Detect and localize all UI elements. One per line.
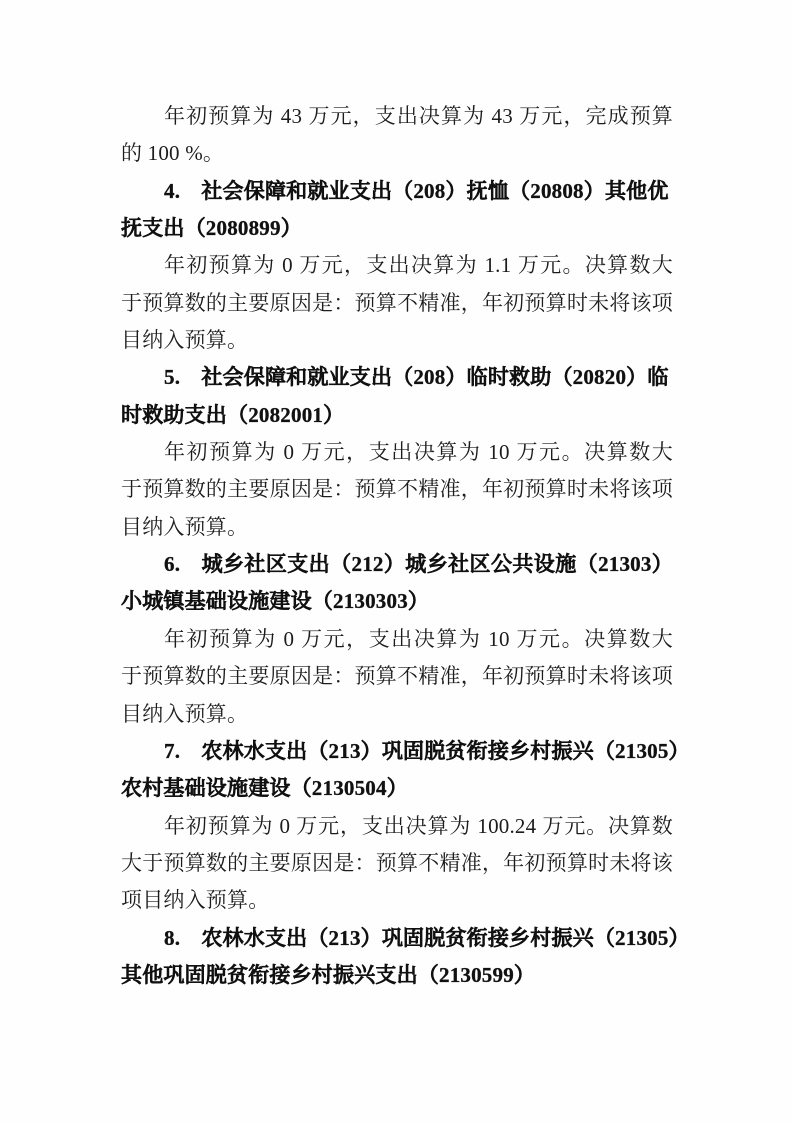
text-line: 年初预算为 0 万元，支出决算为 1.1 万元。决算数大 [164, 253, 673, 278]
body-paragraph [121, 247, 673, 359]
heading-paragraph [121, 920, 690, 995]
text-line: 4. 社会保障和就业支出（208）抚恤（20808）其他优 [164, 178, 669, 203]
document-text-column [121, 98, 690, 994]
text-line: 其他巩固脱贫衔接乡村振兴支出（2130599） [121, 962, 536, 987]
heading-paragraph [121, 546, 673, 621]
text-line: 6. 城乡社区支出（212）城乡社区公共设施（21303） [164, 552, 673, 577]
text-line: 大于预算数的主要原因是：预算不精准，年初预算时未将该 [121, 850, 673, 875]
text-line: 目纳入预算。 [121, 701, 249, 726]
text-line: 8. 农林水支出（213）巩固脱贫衔接乡村振兴（21305） [164, 925, 690, 950]
text-line: 农村基础设施建设（2130504） [121, 776, 408, 801]
text-line: 5. 社会保障和就业支出（208）临时救助（20820）临 [164, 365, 669, 390]
text-line: 项目纳入预算。 [121, 888, 270, 913]
heading-paragraph [121, 733, 690, 808]
body-paragraph [121, 98, 673, 173]
text-line: 于预算数的主要原因是：预算不精准，年初预算时未将该项 [121, 290, 673, 315]
text-line: 年初预算为 0 万元，支出决算为 100.24 万元。决算数 [164, 813, 673, 838]
text-line: 的 100 %。 [121, 141, 225, 166]
text-line: 年初预算为 0 万元，支出决算为 10 万元。决算数大 [164, 440, 673, 465]
body-paragraph [121, 434, 673, 546]
text-line: 年初预算为 43 万元，支出决算为 43 万元，完成预算 [164, 104, 673, 128]
text-line: 目纳入预算。 [121, 328, 249, 353]
body-paragraph [121, 621, 673, 733]
text-line: 小城镇基础设施建设（2130303） [121, 589, 430, 614]
body-paragraph [121, 808, 673, 920]
heading-paragraph [121, 359, 673, 434]
text-line: 7. 农林水支出（213）巩固脱贫衔接乡村振兴（21305） [164, 738, 690, 763]
text-line: 抚支出（2080899） [121, 216, 302, 241]
heading-paragraph [121, 173, 673, 248]
text-line: 目纳入预算。 [121, 514, 249, 539]
text-line: 于预算数的主要原因是：预算不精准，年初预算时未将该项 [121, 664, 673, 689]
text-line: 于预算数的主要原因是：预算不精准，年初预算时未将该项 [121, 477, 673, 502]
text-line: 时救助支出（2082001） [121, 402, 345, 427]
text-line: 年初预算为 0 万元，支出决算为 10 万元。决算数大 [164, 626, 673, 651]
